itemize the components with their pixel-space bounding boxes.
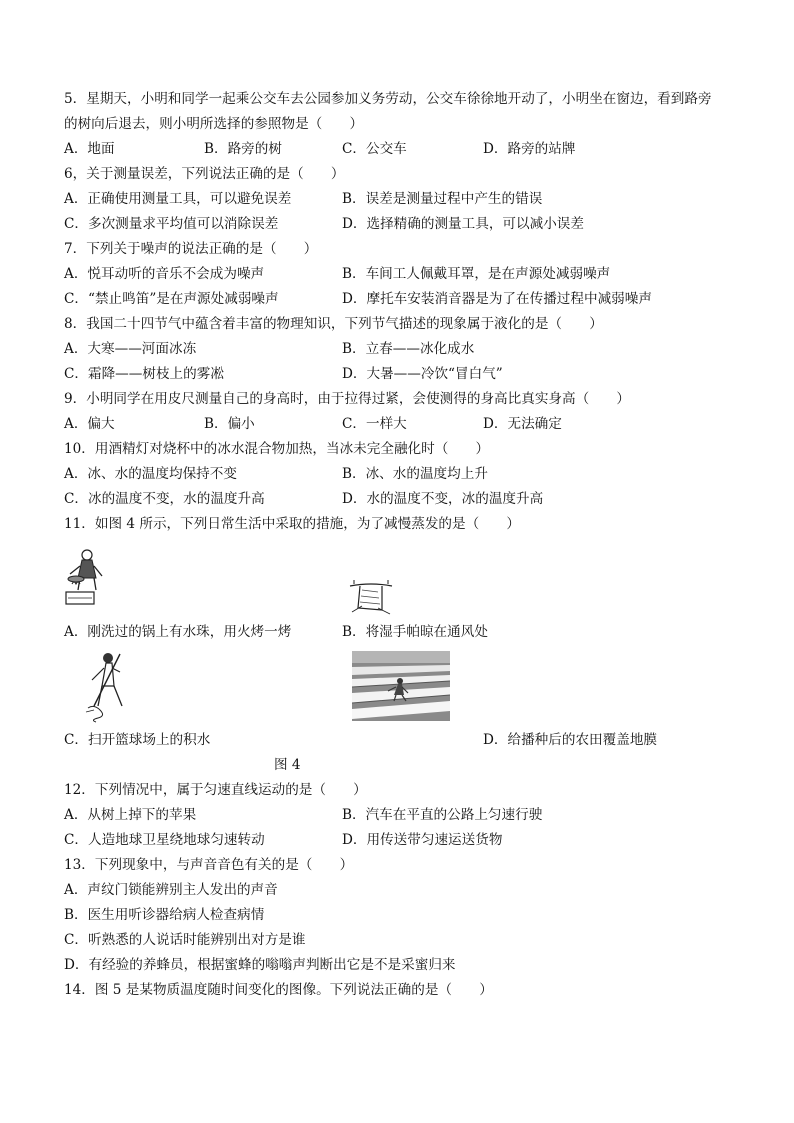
q11-option-d: D．给播种后的农田覆盖地膜 [483,732,658,748]
q8-option-d: D．大暑——冷饮“冒白气” [342,366,503,382]
q11-option-a: A．刚洗过的锅上有水珠，用火烤一烤 [64,624,292,640]
q6-stem: 6，关于测量误差，下列说法正确的是（ ） [64,166,345,182]
q12-option-a: A．从树上掉下的苹果 [64,807,197,823]
q11-option-c: C．扫开篮球场上的积水 [64,732,211,748]
q13-option-c: C．听熟悉的人说话时能辨别出对方是谁 [64,932,306,948]
q13-option-a: A．声纹门锁能辨别主人发出的声音 [64,882,278,898]
q6-option-a: A．正确使用测量工具，可以避免误差 [64,191,292,207]
q10-option-b: B．冰、水的温度均上升 [342,466,488,482]
q12-option-b: B．汽车在平直的公路上匀速行驶 [342,807,543,823]
person-heating-pot-illustration [62,546,112,610]
q5-stem-line2: 的树向后退去，则小明所选择的参照物是（ ） [64,116,364,132]
q8-option-b: B．立春——冰化成水 [342,341,475,357]
q7-stem: 7．下列关于噪声的说法正确的是（ ） [64,241,318,257]
q13-option-d: D．有经验的养蜂员，根据蜜蜂的嗡嗡声判断出它是不是采蜜归来 [64,957,456,973]
q13-option-b: B．医生用听诊器给病人检查病情 [64,907,265,923]
q8-stem: 8．我国二十四节气中蕴含着丰富的物理知识，下列节气描述的现象属于液化的是（ ） [64,316,603,332]
q6-option-d: D．选择精确的测量工具，可以减小误差 [342,216,584,232]
q7-option-a: A．悦耳动听的音乐不会成为噪声 [64,266,265,282]
q8-option-a: A．大寒——河面冰冻 [64,341,197,357]
q5-stem-line1: 5．星期天，小明和同学一起乘公交车去公园参加义务劳动，公交车徐徐地开动了，小明坐在窗边，看到路旁 [64,91,712,107]
q12-option-c: C．人造地球卫星绕地球匀速转动 [64,832,265,848]
q14-stem: 14．图 5 是某物质温度随时间变化的图像。下列说法正确的是（ ） [64,982,493,998]
q11-option-b: B．将湿手帕晾在通风处 [342,624,488,640]
q7-option-b: B．车间工人佩戴耳罩，是在声源处减弱噪声 [342,266,611,282]
q5-option-d: D．路旁的站牌 [483,141,576,157]
person-sweeping-water-illustration [84,650,136,724]
q9-option-d: D．无法确定 [483,416,562,432]
q5-option-c: C．公交车 [342,141,407,157]
q13-stem: 13．下列现象中，与声音音色有关的是（ ） [64,857,354,873]
q11-stem: 11．如图 4 所示，下列日常生活中采取的措施，为了减慢蒸发的是（ ） [64,516,520,532]
q10-option-c: C．冰的温度不变，水的温度升高 [64,491,265,507]
q7-option-c: C．“禁止鸣笛”是在声源处减弱噪声 [64,291,279,307]
q10-stem: 10．用酒精灯对烧杯中的冰水混合物加热，当冰未完全融化时（ ） [64,441,490,457]
handkerchief-on-line-illustration [348,578,394,616]
q8-option-c: C．霜降——树枝上的雾凇 [64,366,224,382]
q6-option-c: C．多次测量求平均值可以消除误差 [64,216,279,232]
q12-stem: 12．下列情况中，属于匀速直线运动的是（ ） [64,782,367,798]
figure-4-caption: 图 4 [274,757,301,773]
q9-option-b: B．偏小 [204,416,255,432]
q9-option-a: A．偏大 [64,416,115,432]
farm-field-mulch-photo [352,651,450,721]
q9-option-c: C．一样大 [342,416,407,432]
q5-option-b: B．路旁的树 [204,141,282,157]
q12-option-d: D．用传送带匀速运送货物 [342,832,503,848]
q6-option-b: B．误差是测量过程中产生的错误 [342,191,543,207]
q5-option-a: A．地面 [64,141,115,157]
q10-option-a: A．冰、水的温度均保持不变 [64,466,237,482]
q10-option-d: D．水的温度不变，冰的温度升高 [342,491,544,507]
q7-option-d: D．摩托车安装消音器是为了在传播过程中减弱噪声 [342,291,652,307]
q9-stem: 9．小明同学在用皮尺测量自己的身高时，由于拉得过紧，会使测得的身高比真实身高（ ） [64,391,630,407]
